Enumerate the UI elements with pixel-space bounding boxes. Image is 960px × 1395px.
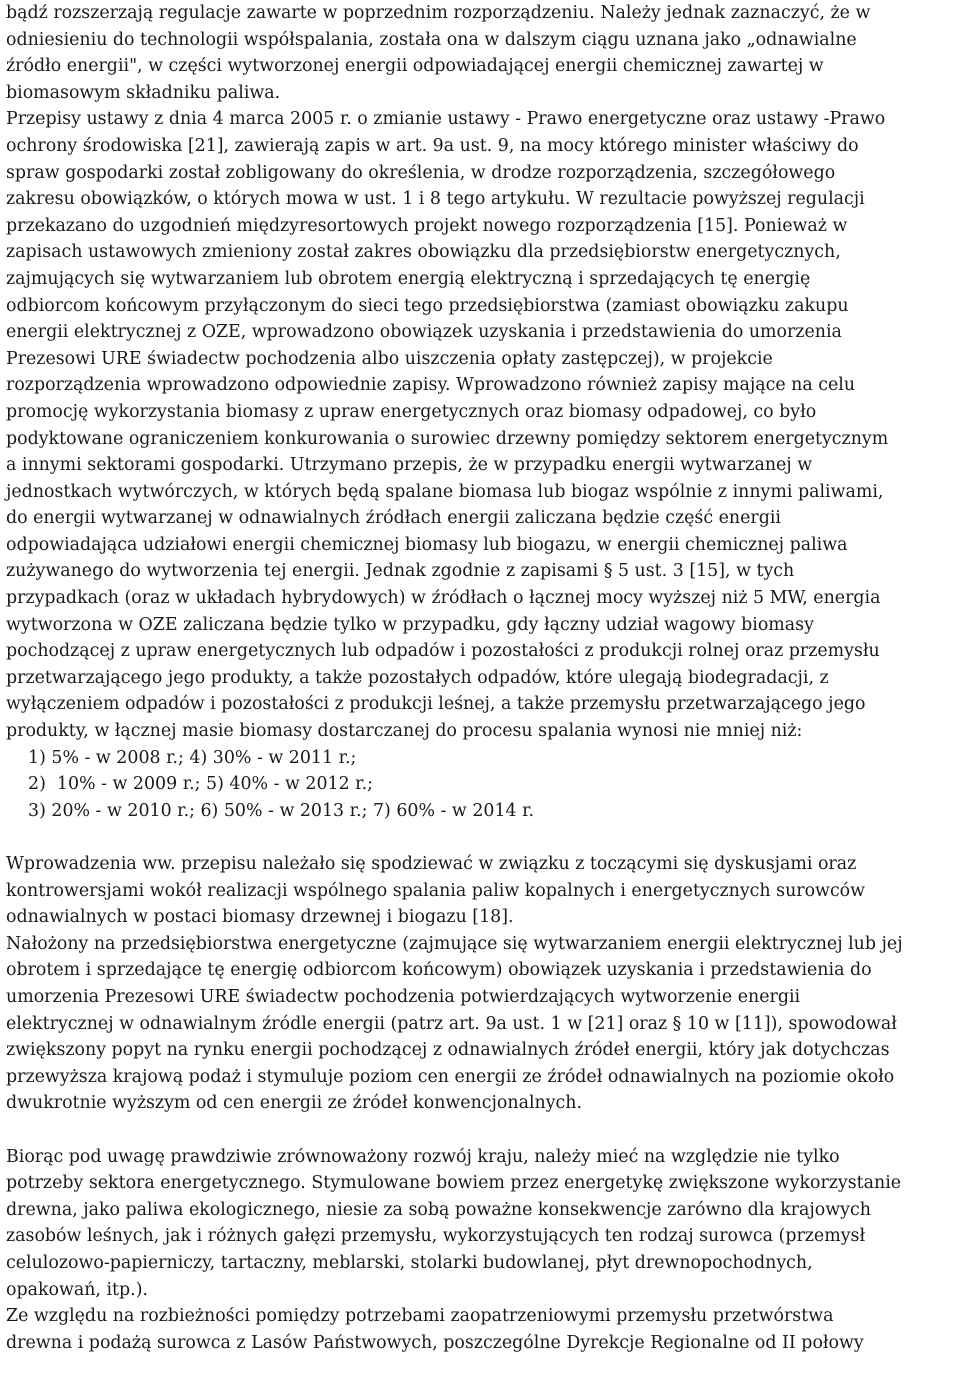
text-line: pochodzącej z upraw energetycznych lub odpadów i pozostałości z produkcji rolnej oraz przemysłu xyxy=(6,641,880,662)
text-line: biomasowym składniku paliwa. xyxy=(6,82,281,103)
text-line: do energii wytwarzanej w odnawialnych źródłach energii zaliczana będzie część energii xyxy=(6,508,781,529)
paragraph-spacer xyxy=(6,1117,956,1144)
list-item: 3) 20% - w 2010 r.; 6) 50% - w 2013 r.; 7) 60% - w 2014 r. xyxy=(28,800,535,821)
text-line: Prezesowi URE świadectw pochodzenia albo uiszczenia opłaty zastępczej), w projekcie xyxy=(6,348,773,369)
paragraph-cofiring-regulation xyxy=(6,0,956,745)
text-line: drewna, jako paliwa ekologicznego, niesie za sobą poważne konsekwencje zarówno dla krajowych xyxy=(6,1199,871,1220)
text-line: celulozowo-papierniczy, tartaczny, meblarski, stolarki budowlanej, płyt drewnopochodnych, xyxy=(6,1252,813,1273)
text-line: odbiorcom końcowym przyłączonym do sieci tego przedsiębiorstwa (zamiast obowiązku zakupu xyxy=(6,295,849,316)
text-line: promocję wykorzystania biomasy z upraw energetycznych oraz biomasy odpadowej, co było xyxy=(6,401,817,422)
list-item: 2) 10% - w 2009 r.; 5) 40% - w 2012 r.; xyxy=(28,774,373,795)
text-line: energii elektrycznej z OZE, wprowadzono obowiązek uzyskania i przedstawienia do umorzenia xyxy=(6,322,842,343)
list-item: 1) 5% - w 2008 r.; 4) 30% - w 2011 r.; xyxy=(28,747,357,768)
text-line: odnawialnych w postaci biomasy drzewnej i biogazu [18]. xyxy=(6,907,514,928)
text-line: jednostkach wytwórczych, w których będą spalane biomasa lub biogaz wspólnie z innymi paliwami, xyxy=(6,481,884,502)
text-line: bądź rozszerzają regulacje zawarte w poprzednim rozporządzeniu. Należy jednak zaznaczyć, że w xyxy=(6,3,871,23)
text-line: Wprowadzenia ww. przepisu należało się spodziewać w związku z toczącymi się dyskusjami oraz xyxy=(6,854,857,874)
text-line: przetwarzającego jego produkty, a także pozostałych odpadów, które ulegają biodegradacji, z xyxy=(6,667,829,688)
text-line: wytworzona w OZE zaliczana będzie tylko w przypadku, gdy łączny udział wagowy biomasy xyxy=(6,614,814,635)
text-line: odniesieniu do technologii współspalania, została ona w dalszym ciągu uznana jako „odnawialne xyxy=(6,29,857,50)
text-line: zwiększony popyt na rynku energii pochodzącej z odnawialnych źródeł energii, który jak dotychczas xyxy=(6,1040,890,1061)
text-line: kontrowersjami wokół realizacji wspólnego spalania paliw kopalnych i energetycznych surowców xyxy=(6,880,866,901)
text-line: a innymi sektorami gospodarki. Utrzymano przepis, że w przypadku energii wytwarzanej w xyxy=(6,455,813,476)
text-line: zużywanego do wytworzenia tej energii. Jednak zgodnie z zapisami § 5 ust. 3 [15], w tych xyxy=(6,561,795,582)
text-line: Biorąc pod uwagę prawdziwie zrównoważony rozwój kraju, należy mieć na względzie nie tylko xyxy=(6,1146,840,1167)
text-line: wyłączeniem odpadów i pozostałości z produkcji leśnej, a także przemysłu przetwarzającego jego xyxy=(6,694,866,715)
text-line: przypadkach (oraz w układach hybrydowych) w źródłach o łącznej mocy wyższej niż 5 MW, energia xyxy=(6,588,881,609)
text-line: elektrycznej w odnawialnym źródle energii (patrz art. 9a ust. 1 w [21] oraz § 10 w [11]), spowodował xyxy=(6,1013,897,1034)
paragraph-spacer xyxy=(6,824,956,851)
text-line: umorzenia Prezesowi URE świadectw pochodzenia potwierdzających wytworzenie energii xyxy=(6,986,801,1007)
text-line: ochrony środowiska [21], zawierają zapis w art. 9a ust. 9, na mocy którego minister właściwy do xyxy=(6,135,859,156)
text-line: Przepisy ustawy z dnia 4 marca 2005 r. o zmianie ustawy - Prawo energetyczne oraz ustawy -Prawo xyxy=(6,109,886,130)
text-line: produkty, w łącznej masie biomasy dostarczanej do procesu spalania wynosi nie mniej niż: xyxy=(6,721,803,742)
paragraph-certificates xyxy=(6,851,956,1117)
document-page xyxy=(6,0,956,1356)
text-line: opakowań, itp.). xyxy=(6,1279,149,1300)
text-line: przekazano do uzgodnień międzyresortowych projekt nowego rozporządzenia [15]. Ponieważ w xyxy=(6,215,848,236)
text-line: drewna i podażą surowca z Lasów Państwowych, poszczególne Dyrekcje Regionalne od II połowy xyxy=(6,1332,864,1353)
text-line: spraw gospodarki został zobligowany do określenia, w drodze rozporządzenia, szczegółowego xyxy=(6,162,836,183)
text-line: Nałożony na przedsiębiorstwa energetyczne (zajmujące się wytwarzaniem energii elektrycznej lub jej xyxy=(6,933,903,954)
text-line: dwukrotnie wyższym od cen energii ze źródeł konwencjonalnych. xyxy=(6,1093,583,1114)
text-line: źródło energii", w części wytworzonej energii odpowiadającej energii chemicznej zawartej w xyxy=(6,56,824,77)
text-line: Ze względu na rozbieżności pomiędzy potrzebami zaopatrzeniowymi przemysłu przetwórstwa xyxy=(6,1306,834,1327)
paragraph-sustainable-development xyxy=(6,1144,956,1357)
text-line: odpowiadająca udziałowi energii chemicznej biomasy lub biogazu, w energii chemicznej paliwa xyxy=(6,534,848,555)
text-line: podyktowane ograniczeniem konkurowania o surowiec drzewny pomiędzy sektorem energetycznym xyxy=(6,428,889,449)
text-line: przewyższa krajową podaż i stymuluje poziom cen energii ze źródeł odnawialnych na poziomie około xyxy=(6,1066,895,1087)
text-line: zajmujących się wytwarzaniem lub obrotem energią elektryczną i sprzedających tę energię xyxy=(6,268,811,289)
text-line: zakresu obowiązków, o których mowa w ust. 1 i 8 tego artykułu. W rezultacie powyższej regulacji xyxy=(6,189,865,210)
text-line: rozporządzenia wprowadzono odpowiednie zapisy. Wprowadzono również zapisy mające na celu xyxy=(6,375,856,396)
text-line: obrotem i sprzedające tę energię odbiorcom końcowym) obowiązek uzyskania i przedstawienia do xyxy=(6,960,872,981)
text-line: zapisach ustawowych zmieniony został zakres obowiązku dla przedsiębiorstw energetycznych, xyxy=(6,242,841,263)
text-line: zasobów leśnych, jak i różnych gałęzi przemysłu, wykorzystujących ten rodzaj surowca (przemysł xyxy=(6,1226,866,1247)
text-line: potrzeby sektora energetycznego. Stymulowane bowiem przez energetykę zwiększone wykorzystanie xyxy=(6,1173,902,1194)
biomass-share-list xyxy=(6,745,956,825)
